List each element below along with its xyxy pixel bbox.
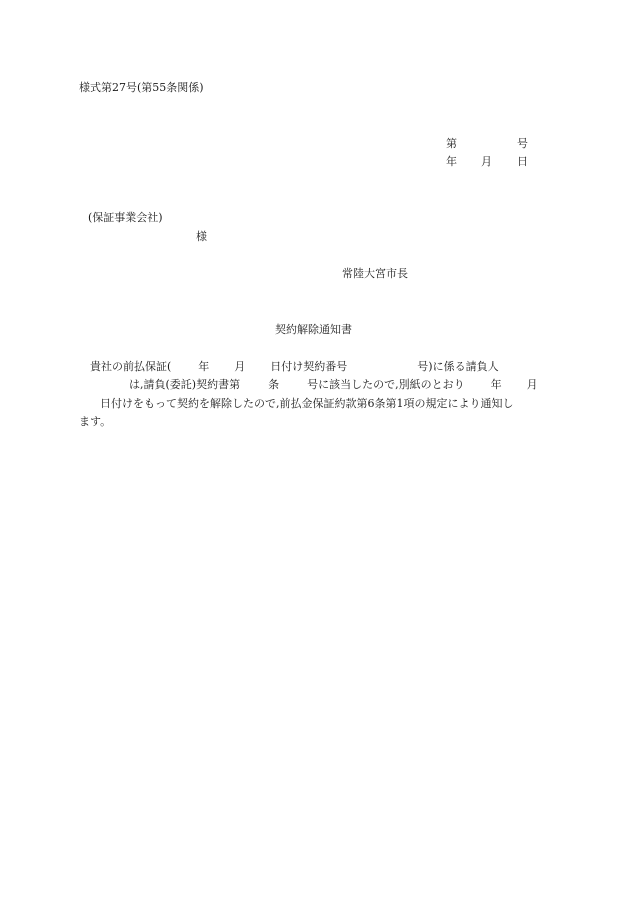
body-text: 号に該当したので,別紙のとおり bbox=[307, 378, 465, 391]
body-text: は,請負(委託)契約書第 bbox=[129, 378, 241, 391]
body-line-2 bbox=[129, 379, 538, 390]
issuer-name: 常陸大宮市長 bbox=[342, 267, 408, 280]
body-text: 年 bbox=[490, 378, 502, 391]
date-day-label: 日 bbox=[517, 155, 528, 168]
body-text: 号)に係る請負人 bbox=[417, 360, 499, 373]
reference-number-suffix: 号 bbox=[517, 137, 528, 150]
date-month-label: 月 bbox=[481, 155, 492, 168]
recipient-honorific: 様 bbox=[196, 230, 207, 243]
recipient-company: (保証事業会社) bbox=[88, 211, 163, 224]
body-text: 年 bbox=[198, 360, 210, 373]
body-text: 月 bbox=[526, 378, 538, 391]
reference-number-prefix: 第 bbox=[446, 137, 457, 150]
body-text: 貴社の前払保証( bbox=[90, 360, 172, 373]
document-title: 契約解除通知書 bbox=[275, 323, 352, 336]
body-text: 日付け契約番号 bbox=[270, 360, 348, 373]
body-line-3: 日付けをもって契約を解除したので,前払金保証約款第6条第1項の規定により通知し bbox=[100, 397, 514, 410]
body-text: 月 bbox=[234, 360, 246, 373]
body-line-4: ます。 bbox=[79, 415, 112, 428]
date-year-label: 年 bbox=[446, 155, 457, 168]
form-number: 様式第27号(第55条関係) bbox=[79, 81, 204, 94]
body-line-1 bbox=[90, 361, 499, 372]
body-text: 条 bbox=[268, 378, 280, 391]
